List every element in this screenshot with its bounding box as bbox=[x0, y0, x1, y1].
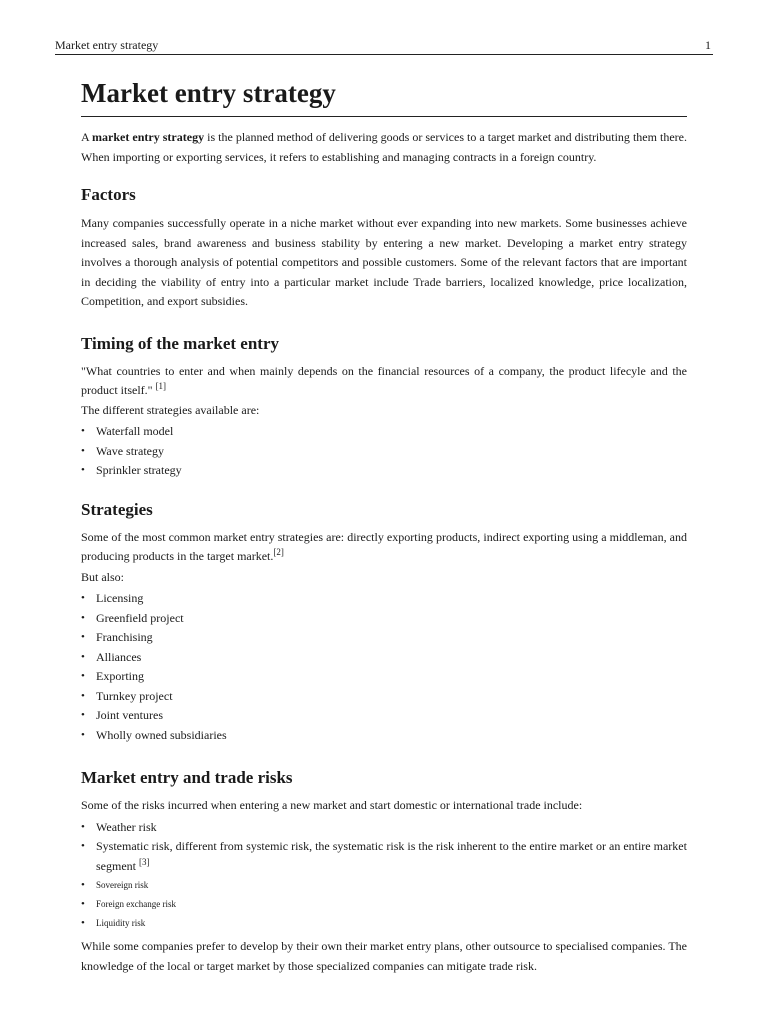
list-item: • Greenfield project bbox=[81, 609, 687, 629]
running-header-title: Market entry strategy bbox=[55, 38, 159, 52]
list-item: • Sovereign risk bbox=[81, 876, 687, 895]
list-item: • Wholly owned subsidiaries bbox=[81, 726, 687, 746]
strategies-paragraph-text: Some of the most common market entry strategies are: directly exporting products, indirect exporting using a middleman, and producing products in the target market. bbox=[81, 529, 687, 563]
page-number: 1 bbox=[705, 38, 711, 52]
systematic-risk-text: Systematic risk, different from systemic risk, the systematic risk is the risk inherent to the entire market or an entire market segment bbox=[96, 839, 687, 873]
citation-1-link[interactable]: [1] bbox=[155, 381, 167, 391]
list-item: • Exporting bbox=[81, 667, 687, 687]
heading-strategies: Strategies bbox=[81, 499, 153, 519]
list-item: • Foreign exchange risk bbox=[81, 895, 687, 914]
intro-paragraph bbox=[81, 128, 687, 167]
list-item: • Wave strategy bbox=[81, 442, 687, 462]
timing-list bbox=[81, 422, 687, 481]
citation-3-link[interactable]: [3] bbox=[139, 856, 150, 867]
strategies-also: But also: bbox=[81, 569, 125, 584]
list-item: • Liquidity risk bbox=[81, 914, 687, 933]
timing-lead: The different strategies available are: bbox=[81, 402, 260, 417]
list-item: • Turnkey project bbox=[81, 687, 687, 707]
article-title: Market entry strategy bbox=[81, 76, 687, 117]
list-item: • Licensing bbox=[81, 589, 687, 609]
list-item bbox=[81, 837, 687, 876]
heading-risks: Market entry and trade risks bbox=[81, 768, 293, 787]
list-item: • Alliances bbox=[81, 648, 687, 668]
strategies-paragraph bbox=[81, 528, 687, 567]
strategies-list bbox=[81, 589, 687, 745]
intro-bold-term: market entry strategy bbox=[92, 130, 205, 144]
factors-paragraph: Many companies successfully operate in a niche market without ever expanding into new markets. Some businesses achieve increased sales, brand awareness and business stability by entering a new market. Developing a market entry strategy involves a thorough analysis of potential competitors and possible customers. Some of the relevant factors that are important in deciding the viability of entry into a particular market include Trade barriers, localized knowledge, price localization, Competition, and export subsidies. bbox=[81, 216, 687, 308]
heading-timing: Timing of the market entry bbox=[81, 333, 279, 353]
intro-prefix: A bbox=[81, 130, 93, 144]
list-item: • Waterfall model bbox=[81, 422, 687, 442]
citation-2-link[interactable]: [2] bbox=[273, 547, 284, 557]
list-item: • Franchising bbox=[81, 628, 687, 648]
timing-quote-text: "What countries to enter and when mainly depends on the financial resources of a company, the product lifecyle and the product itself." bbox=[81, 363, 687, 397]
list-item: • Sprinkler strategy bbox=[81, 461, 687, 481]
risks-lead: Some of the risks incurred when entering a new market and start domestic or international trade include: bbox=[81, 798, 583, 812]
article-body bbox=[81, 76, 687, 976]
list-item: • Joint ventures bbox=[81, 706, 687, 726]
intro-rest: is the planned method of delivering goods or services to a target market and distributing them there. When importing or exporting services, it refers to establishing and managing contracts in a foreign country. bbox=[81, 130, 687, 164]
heading-factors: Factors bbox=[81, 185, 136, 204]
running-header bbox=[55, 37, 713, 55]
list-item: • Weather risk bbox=[81, 818, 687, 838]
timing-quote bbox=[81, 362, 687, 401]
risks-closing-paragraph: While some companies prefer to develop by their own their market entry plans, other outsource to specialised companies. The knowledge of the local or target market by those specialized companies can mitigate trade risk. bbox=[81, 939, 687, 973]
risks-list bbox=[81, 818, 687, 934]
